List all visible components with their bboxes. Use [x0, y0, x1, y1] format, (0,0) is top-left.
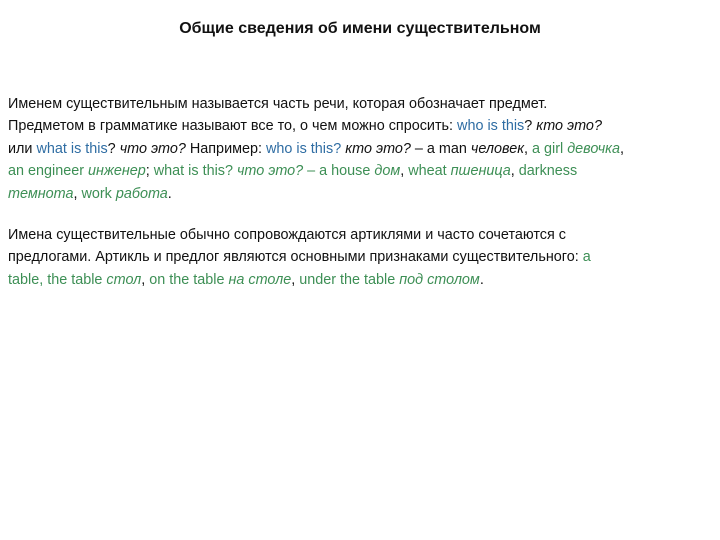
russian-translation: под столом — [399, 271, 480, 288]
text-span: Например: — [185, 140, 267, 157]
text-span: , — [291, 271, 300, 288]
english-example: work — [81, 185, 116, 202]
text-line — [8, 93, 713, 115]
text-span: , — [619, 140, 624, 157]
text-span: предлогами. Артикль и предлог являются основными признаками существительного: — [8, 249, 583, 266]
text-span: , — [73, 185, 82, 202]
text-line — [8, 183, 713, 205]
text-line — [8, 115, 713, 137]
english-example: on the table — [149, 271, 229, 288]
russian-translation: девочка — [567, 140, 620, 157]
russian-translation: что это? — [236, 163, 304, 180]
russian-translation: пшеница — [450, 163, 511, 180]
text-span: Имена существительные обычно сопровождаются артиклями и часто сочетаются с — [8, 227, 566, 243]
english-example: wheat — [408, 163, 451, 180]
english-example: under the table — [299, 271, 400, 288]
text-span: , — [400, 163, 409, 180]
text-line — [8, 269, 713, 291]
text-line — [8, 138, 713, 160]
text-span: или — [8, 140, 37, 157]
russian-translation: работа — [115, 185, 168, 202]
text-span: ? — [524, 118, 537, 135]
english-phrase: who is this — [457, 118, 525, 135]
russian-translation: кто это? — [536, 118, 602, 135]
english-example: – a house — [303, 163, 375, 180]
english-phrase: who is this? — [266, 140, 346, 157]
english-example: table, the table — [8, 271, 107, 288]
text-span: , — [141, 271, 150, 288]
russian-translation: что это? — [119, 140, 186, 157]
text-span: . — [479, 271, 484, 288]
text-span: . — [167, 185, 172, 202]
text-span: Предметом в грамматике называют все то, о чем можно спросить: — [8, 118, 458, 135]
russian-translation: человек — [470, 140, 524, 157]
english-example: a — [582, 249, 591, 266]
text-span: , — [524, 140, 532, 157]
text-span: ; — [145, 163, 154, 180]
text-span: , — [510, 163, 519, 180]
slide-title: Общие сведения об имени существительном — [179, 20, 541, 37]
russian-translation: дом — [374, 163, 401, 180]
text-line — [8, 246, 713, 268]
english-example: what is this? — [153, 163, 237, 180]
russian-translation: инженер — [88, 163, 146, 180]
english-example: an engineer — [8, 163, 89, 180]
text-line — [8, 224, 713, 246]
definition-paragraph — [8, 93, 713, 205]
russian-translation: кто это? — [345, 140, 411, 157]
english-phrase: what is this — [36, 140, 108, 157]
english-example: a girl — [532, 140, 568, 157]
text-line — [8, 160, 713, 182]
english-example: darkness — [518, 163, 578, 180]
text-span: Именем существительным называется часть речи, которая обозначает предмет. — [8, 96, 548, 112]
russian-translation: стол — [106, 271, 142, 288]
text-span: – a man — [410, 140, 471, 157]
russian-translation: темнота — [8, 185, 74, 202]
russian-translation: на столе — [228, 271, 292, 288]
text-span: ? — [107, 140, 120, 157]
articles-paragraph — [8, 224, 713, 291]
